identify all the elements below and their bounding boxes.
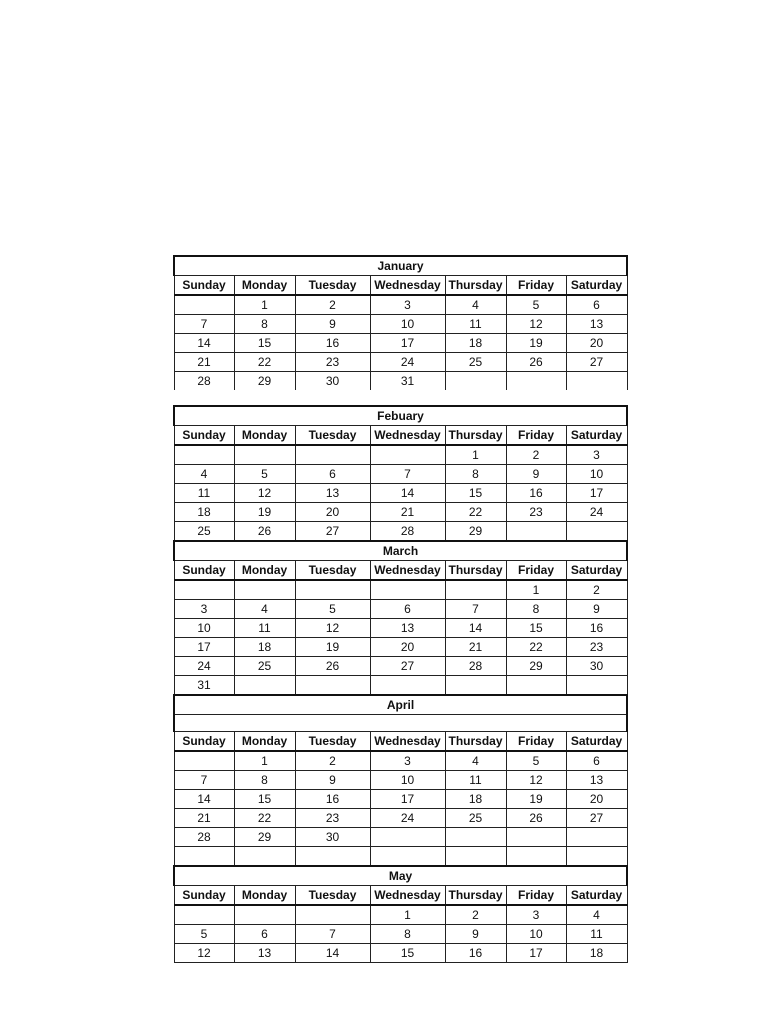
day-cell bbox=[174, 847, 234, 867]
week-row bbox=[174, 353, 627, 372]
week-row bbox=[174, 465, 627, 484]
day-cell: 4 bbox=[234, 600, 295, 619]
day-cell bbox=[506, 522, 566, 542]
weekday-header-row bbox=[174, 886, 627, 906]
day-cell: 22 bbox=[445, 503, 506, 522]
weekday-header: Tuesday bbox=[295, 276, 370, 296]
day-cell: 21 bbox=[174, 353, 234, 372]
day-cell: 5 bbox=[295, 600, 370, 619]
weekday-header-row bbox=[174, 426, 627, 446]
day-cell: 8 bbox=[234, 771, 295, 790]
day-cell: 12 bbox=[234, 484, 295, 503]
day-cell: 10 bbox=[370, 771, 445, 790]
blank-row bbox=[174, 715, 627, 732]
day-cell: 6 bbox=[234, 925, 295, 944]
day-cell: 11 bbox=[234, 619, 295, 638]
day-cell: 26 bbox=[506, 809, 566, 828]
weekday-header: Friday bbox=[506, 732, 566, 752]
weekday-header: Friday bbox=[506, 886, 566, 906]
day-cell: 13 bbox=[566, 315, 627, 334]
day-cell bbox=[370, 676, 445, 696]
week-row bbox=[174, 600, 627, 619]
day-cell: 8 bbox=[445, 465, 506, 484]
day-cell: 13 bbox=[370, 619, 445, 638]
day-cell bbox=[445, 580, 506, 600]
weekday-header: Friday bbox=[506, 561, 566, 581]
day-cell: 9 bbox=[566, 600, 627, 619]
day-cell: 19 bbox=[295, 638, 370, 657]
day-cell bbox=[566, 847, 627, 867]
weekday-header: Tuesday bbox=[295, 561, 370, 581]
day-cell: 14 bbox=[295, 944, 370, 963]
day-cell: 21 bbox=[370, 503, 445, 522]
day-cell: 23 bbox=[295, 353, 370, 372]
day-cell bbox=[174, 751, 234, 771]
day-cell: 10 bbox=[506, 925, 566, 944]
day-cell: 26 bbox=[506, 353, 566, 372]
day-cell: 12 bbox=[506, 315, 566, 334]
day-cell bbox=[370, 445, 445, 465]
day-cell: 12 bbox=[174, 944, 234, 963]
day-cell: 28 bbox=[370, 522, 445, 542]
week-row bbox=[174, 751, 627, 771]
day-cell: 6 bbox=[295, 465, 370, 484]
day-cell bbox=[506, 828, 566, 847]
day-cell: 7 bbox=[174, 771, 234, 790]
day-cell: 9 bbox=[506, 465, 566, 484]
day-cell: 5 bbox=[174, 925, 234, 944]
day-cell: 9 bbox=[445, 925, 506, 944]
day-cell: 16 bbox=[295, 334, 370, 353]
day-cell: 15 bbox=[506, 619, 566, 638]
day-cell bbox=[445, 372, 506, 391]
calendar-february-to-may bbox=[173, 405, 628, 963]
day-cell: 3 bbox=[370, 751, 445, 771]
day-cell: 21 bbox=[445, 638, 506, 657]
day-cell: 18 bbox=[234, 638, 295, 657]
day-cell: 13 bbox=[295, 484, 370, 503]
weekday-header: Monday bbox=[234, 276, 295, 296]
week-row bbox=[174, 790, 627, 809]
day-cell: 15 bbox=[234, 790, 295, 809]
day-cell: 8 bbox=[234, 315, 295, 334]
day-cell: 1 bbox=[234, 295, 295, 315]
month-title: May bbox=[174, 866, 627, 886]
day-cell: 11 bbox=[445, 771, 506, 790]
day-cell: 24 bbox=[566, 503, 627, 522]
week-row bbox=[174, 828, 627, 847]
day-cell: 14 bbox=[174, 334, 234, 353]
week-row bbox=[174, 580, 627, 600]
day-cell bbox=[445, 847, 506, 867]
weekday-header: Tuesday bbox=[295, 886, 370, 906]
day-cell: 8 bbox=[506, 600, 566, 619]
day-cell: 9 bbox=[295, 771, 370, 790]
day-cell: 8 bbox=[370, 925, 445, 944]
day-cell: 4 bbox=[445, 751, 506, 771]
day-cell: 18 bbox=[445, 334, 506, 353]
day-cell: 15 bbox=[445, 484, 506, 503]
weekday-header: Wednesday bbox=[370, 426, 445, 446]
day-cell: 15 bbox=[370, 944, 445, 963]
day-cell: 17 bbox=[506, 944, 566, 963]
day-cell: 14 bbox=[370, 484, 445, 503]
day-cell: 29 bbox=[234, 828, 295, 847]
day-cell bbox=[234, 445, 295, 465]
day-cell: 2 bbox=[506, 445, 566, 465]
day-cell: 16 bbox=[445, 944, 506, 963]
week-row bbox=[174, 619, 627, 638]
day-cell: 29 bbox=[234, 372, 295, 391]
day-cell bbox=[566, 372, 627, 391]
day-cell: 2 bbox=[295, 751, 370, 771]
weekday-header: Saturday bbox=[566, 561, 627, 581]
day-cell: 2 bbox=[295, 295, 370, 315]
day-cell: 17 bbox=[566, 484, 627, 503]
day-cell bbox=[174, 905, 234, 925]
weekday-header: Sunday bbox=[174, 561, 234, 581]
day-cell: 16 bbox=[566, 619, 627, 638]
day-cell: 22 bbox=[234, 809, 295, 828]
day-cell: 27 bbox=[566, 353, 627, 372]
day-cell: 14 bbox=[445, 619, 506, 638]
weekday-header: Saturday bbox=[566, 886, 627, 906]
week-row bbox=[174, 809, 627, 828]
week-row bbox=[174, 503, 627, 522]
day-cell: 5 bbox=[506, 295, 566, 315]
day-cell: 11 bbox=[445, 315, 506, 334]
day-cell: 13 bbox=[566, 771, 627, 790]
day-cell: 17 bbox=[370, 790, 445, 809]
weekday-header: Tuesday bbox=[295, 426, 370, 446]
day-cell: 5 bbox=[506, 751, 566, 771]
day-cell: 20 bbox=[566, 334, 627, 353]
weekday-header: Monday bbox=[234, 732, 295, 752]
day-cell bbox=[506, 372, 566, 391]
day-cell: 24 bbox=[174, 657, 234, 676]
weekday-header: Friday bbox=[506, 276, 566, 296]
week-row bbox=[174, 372, 627, 391]
day-cell: 25 bbox=[445, 809, 506, 828]
day-cell: 30 bbox=[566, 657, 627, 676]
day-cell bbox=[445, 676, 506, 696]
week-row bbox=[174, 445, 627, 465]
weekday-header: Tuesday bbox=[295, 732, 370, 752]
week-row bbox=[174, 522, 627, 542]
weekday-header: Wednesday bbox=[370, 276, 445, 296]
day-cell: 20 bbox=[566, 790, 627, 809]
weekday-header: Saturday bbox=[566, 276, 627, 296]
weekday-header-row bbox=[174, 561, 627, 581]
day-cell: 25 bbox=[445, 353, 506, 372]
day-cell: 18 bbox=[566, 944, 627, 963]
day-cell: 10 bbox=[566, 465, 627, 484]
week-row bbox=[174, 847, 627, 867]
day-cell: 7 bbox=[295, 925, 370, 944]
day-cell: 24 bbox=[370, 809, 445, 828]
weekday-header: Thursday bbox=[445, 732, 506, 752]
weekday-header: Wednesday bbox=[370, 732, 445, 752]
week-row bbox=[174, 484, 627, 503]
day-cell bbox=[295, 676, 370, 696]
day-cell: 7 bbox=[174, 315, 234, 334]
day-cell: 19 bbox=[506, 334, 566, 353]
day-cell: 17 bbox=[174, 638, 234, 657]
weekday-header-row bbox=[174, 732, 627, 752]
day-cell: 4 bbox=[445, 295, 506, 315]
day-cell: 15 bbox=[234, 334, 295, 353]
day-cell: 6 bbox=[566, 295, 627, 315]
day-cell bbox=[506, 676, 566, 696]
day-cell: 2 bbox=[566, 580, 627, 600]
weekday-header: Wednesday bbox=[370, 561, 445, 581]
day-cell: 25 bbox=[174, 522, 234, 542]
day-cell: 1 bbox=[370, 905, 445, 925]
day-cell bbox=[370, 580, 445, 600]
week-row bbox=[174, 676, 627, 696]
weekday-header: Monday bbox=[234, 426, 295, 446]
week-row bbox=[174, 315, 627, 334]
day-cell: 3 bbox=[506, 905, 566, 925]
month-title: April bbox=[174, 695, 627, 715]
weekday-header: Monday bbox=[234, 886, 295, 906]
weekday-header-row bbox=[174, 276, 627, 296]
calendar-january bbox=[173, 255, 628, 390]
weekday-header: Saturday bbox=[566, 426, 627, 446]
day-cell: 12 bbox=[506, 771, 566, 790]
day-cell: 14 bbox=[174, 790, 234, 809]
day-cell: 3 bbox=[174, 600, 234, 619]
day-cell: 19 bbox=[234, 503, 295, 522]
day-cell: 27 bbox=[370, 657, 445, 676]
day-cell: 30 bbox=[295, 372, 370, 391]
day-cell bbox=[566, 828, 627, 847]
day-cell bbox=[506, 847, 566, 867]
day-cell: 23 bbox=[566, 638, 627, 657]
weekday-header: Thursday bbox=[445, 886, 506, 906]
day-cell: 27 bbox=[295, 522, 370, 542]
day-cell: 28 bbox=[174, 828, 234, 847]
day-cell: 31 bbox=[370, 372, 445, 391]
month-title: Febuary bbox=[174, 406, 627, 426]
day-cell: 13 bbox=[234, 944, 295, 963]
day-cell bbox=[295, 445, 370, 465]
day-cell bbox=[234, 676, 295, 696]
day-cell bbox=[566, 676, 627, 696]
month-title: January bbox=[174, 256, 627, 276]
day-cell bbox=[370, 847, 445, 867]
day-cell: 3 bbox=[370, 295, 445, 315]
day-cell: 16 bbox=[506, 484, 566, 503]
weekday-header: Sunday bbox=[174, 276, 234, 296]
day-cell bbox=[295, 580, 370, 600]
day-cell: 18 bbox=[174, 503, 234, 522]
day-cell: 3 bbox=[566, 445, 627, 465]
day-cell: 1 bbox=[445, 445, 506, 465]
weekday-header: Sunday bbox=[174, 426, 234, 446]
day-cell: 2 bbox=[445, 905, 506, 925]
week-row bbox=[174, 944, 627, 963]
week-row bbox=[174, 657, 627, 676]
weekday-header: Monday bbox=[234, 561, 295, 581]
day-cell bbox=[295, 905, 370, 925]
day-cell: 28 bbox=[174, 372, 234, 391]
week-row bbox=[174, 334, 627, 353]
day-cell bbox=[234, 847, 295, 867]
week-row bbox=[174, 638, 627, 657]
day-cell: 4 bbox=[566, 905, 627, 925]
day-cell: 22 bbox=[506, 638, 566, 657]
day-cell: 24 bbox=[370, 353, 445, 372]
day-cell: 27 bbox=[566, 809, 627, 828]
day-cell: 20 bbox=[370, 638, 445, 657]
day-cell: 31 bbox=[174, 676, 234, 696]
day-cell: 22 bbox=[234, 353, 295, 372]
day-cell bbox=[174, 445, 234, 465]
day-cell: 1 bbox=[234, 751, 295, 771]
day-cell: 10 bbox=[174, 619, 234, 638]
day-cell: 21 bbox=[174, 809, 234, 828]
day-cell: 11 bbox=[174, 484, 234, 503]
day-cell: 17 bbox=[370, 334, 445, 353]
week-row bbox=[174, 905, 627, 925]
day-cell bbox=[174, 295, 234, 315]
weekday-header: Sunday bbox=[174, 732, 234, 752]
weekday-header: Thursday bbox=[445, 426, 506, 446]
day-cell: 6 bbox=[566, 751, 627, 771]
day-cell: 20 bbox=[295, 503, 370, 522]
day-cell: 29 bbox=[506, 657, 566, 676]
day-cell: 7 bbox=[370, 465, 445, 484]
day-cell bbox=[234, 580, 295, 600]
day-cell: 18 bbox=[445, 790, 506, 809]
day-cell: 5 bbox=[234, 465, 295, 484]
day-cell: 1 bbox=[506, 580, 566, 600]
day-cell: 30 bbox=[295, 828, 370, 847]
month-title: March bbox=[174, 541, 627, 561]
day-cell bbox=[234, 905, 295, 925]
week-row bbox=[174, 295, 627, 315]
day-cell: 26 bbox=[234, 522, 295, 542]
day-cell: 6 bbox=[370, 600, 445, 619]
day-cell: 28 bbox=[445, 657, 506, 676]
week-row bbox=[174, 925, 627, 944]
day-cell: 9 bbox=[295, 315, 370, 334]
week-row bbox=[174, 771, 627, 790]
day-cell bbox=[295, 847, 370, 867]
day-cell: 26 bbox=[295, 657, 370, 676]
weekday-header: Thursday bbox=[445, 561, 506, 581]
day-cell: 29 bbox=[445, 522, 506, 542]
weekday-header: Thursday bbox=[445, 276, 506, 296]
day-cell: 4 bbox=[174, 465, 234, 484]
day-cell: 23 bbox=[295, 809, 370, 828]
day-cell: 19 bbox=[506, 790, 566, 809]
weekday-header: Sunday bbox=[174, 886, 234, 906]
weekday-header: Friday bbox=[506, 426, 566, 446]
weekday-header: Saturday bbox=[566, 732, 627, 752]
day-cell: 10 bbox=[370, 315, 445, 334]
day-cell: 16 bbox=[295, 790, 370, 809]
day-cell: 25 bbox=[234, 657, 295, 676]
day-cell bbox=[174, 580, 234, 600]
day-cell: 23 bbox=[506, 503, 566, 522]
day-cell: 11 bbox=[566, 925, 627, 944]
day-cell: 12 bbox=[295, 619, 370, 638]
weekday-header: Wednesday bbox=[370, 886, 445, 906]
day-cell bbox=[445, 828, 506, 847]
day-cell bbox=[566, 522, 627, 542]
day-cell: 7 bbox=[445, 600, 506, 619]
day-cell bbox=[370, 828, 445, 847]
